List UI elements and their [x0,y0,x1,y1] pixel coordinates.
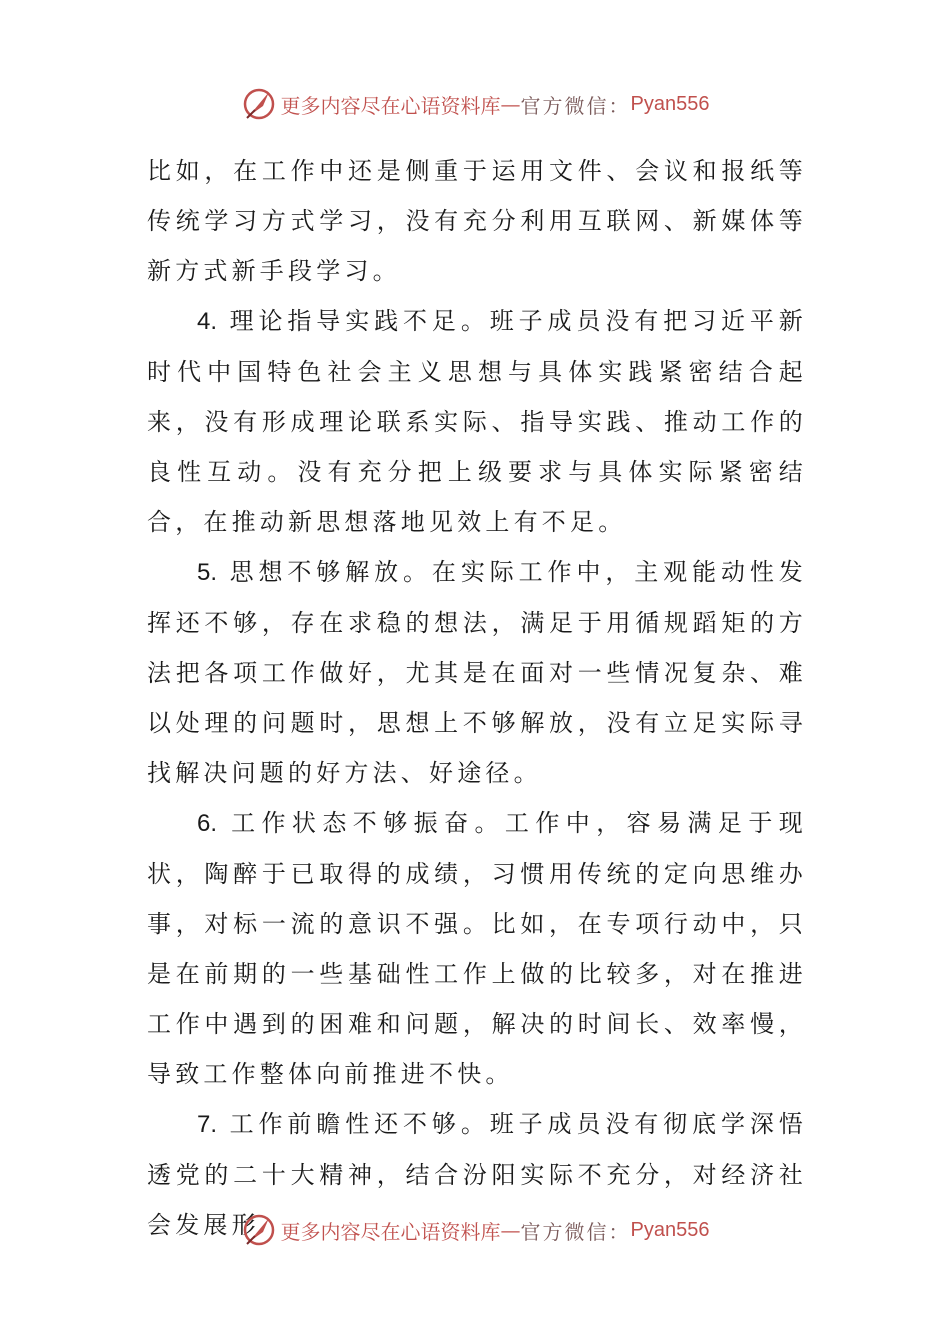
paragraph-item-4 [147,296,807,547]
document-body [147,146,807,1250]
paragraph-item-6 [147,798,807,1099]
footer-watermark [0,1210,950,1250]
item-number: 4. [197,308,218,335]
paragraph-continued [147,146,807,296]
watermark-text: 更多内容尽在心语资料库 [280,93,501,118]
header-watermark [0,84,950,124]
paragraph-text: 思想不够解放。在实际工作中，主观能动性发挥还不够，存在求稳的想法，满足于用循规蹈矩的方法把各项工作做好，尤其是在面对一些情况复杂、难以处理的问题时，思想上不够解放，没有立足实际寻找解决问题的好方法、好途径。 [147,558,807,787]
paragraph-text: 工作前瞻性还不够。班子成员没有彻底学深悟透党的二十大精神，结合汾阳实际不充分，对经济社会发展形 [147,1110,807,1239]
watermark-wechat-id: Pyan556 [630,1218,710,1241]
watermark-wechat-label: 官方微信： [520,93,631,118]
paragraph-item-5 [147,547,807,798]
item-number: 6. [197,810,218,837]
watermark-wechat-id: Pyan556 [630,92,710,115]
paragraph-text: 工作状态不够振奋。工作中，容易满足于现状，陶醉于已取得的成绩，习惯用传统的定向思维办事，对标一流的意识不强。比如，在专项行动中，只是在前期的一些基础性工作上做的比较多，对在推进工作中遇到的困难和问题，解决的时间长、效率慢，导致工作整体向前推进不快。 [147,809,807,1088]
paragraph-text: 比如，在工作中还是侧重于运用文件、会议和报纸等传统学习方式学习，没有充分利用互联网、新媒体等新方式新手段学习。 [147,157,807,285]
watermark-text: 更多内容尽在心语资料库 [280,1219,501,1244]
quill-logo-icon [241,1212,277,1248]
quill-logo-icon [241,86,277,122]
paragraph-text: 理论指导实践不足。班子成员没有把习近平新时代中国特色社会主义思想与具体实践紧密结合起来，没有形成理论联系实际、指导实践、推动工作的良性互动。没有充分把上级要求与具体实际紧密结合，在推动新思想落地见效上有不足。 [147,307,807,536]
item-number: 7. [197,1111,218,1138]
watermark-wechat-label: 官方微信： [520,1219,631,1244]
watermark-separator: — [500,92,521,116]
item-number: 5. [197,559,218,586]
watermark-separator: — [500,1218,521,1242]
